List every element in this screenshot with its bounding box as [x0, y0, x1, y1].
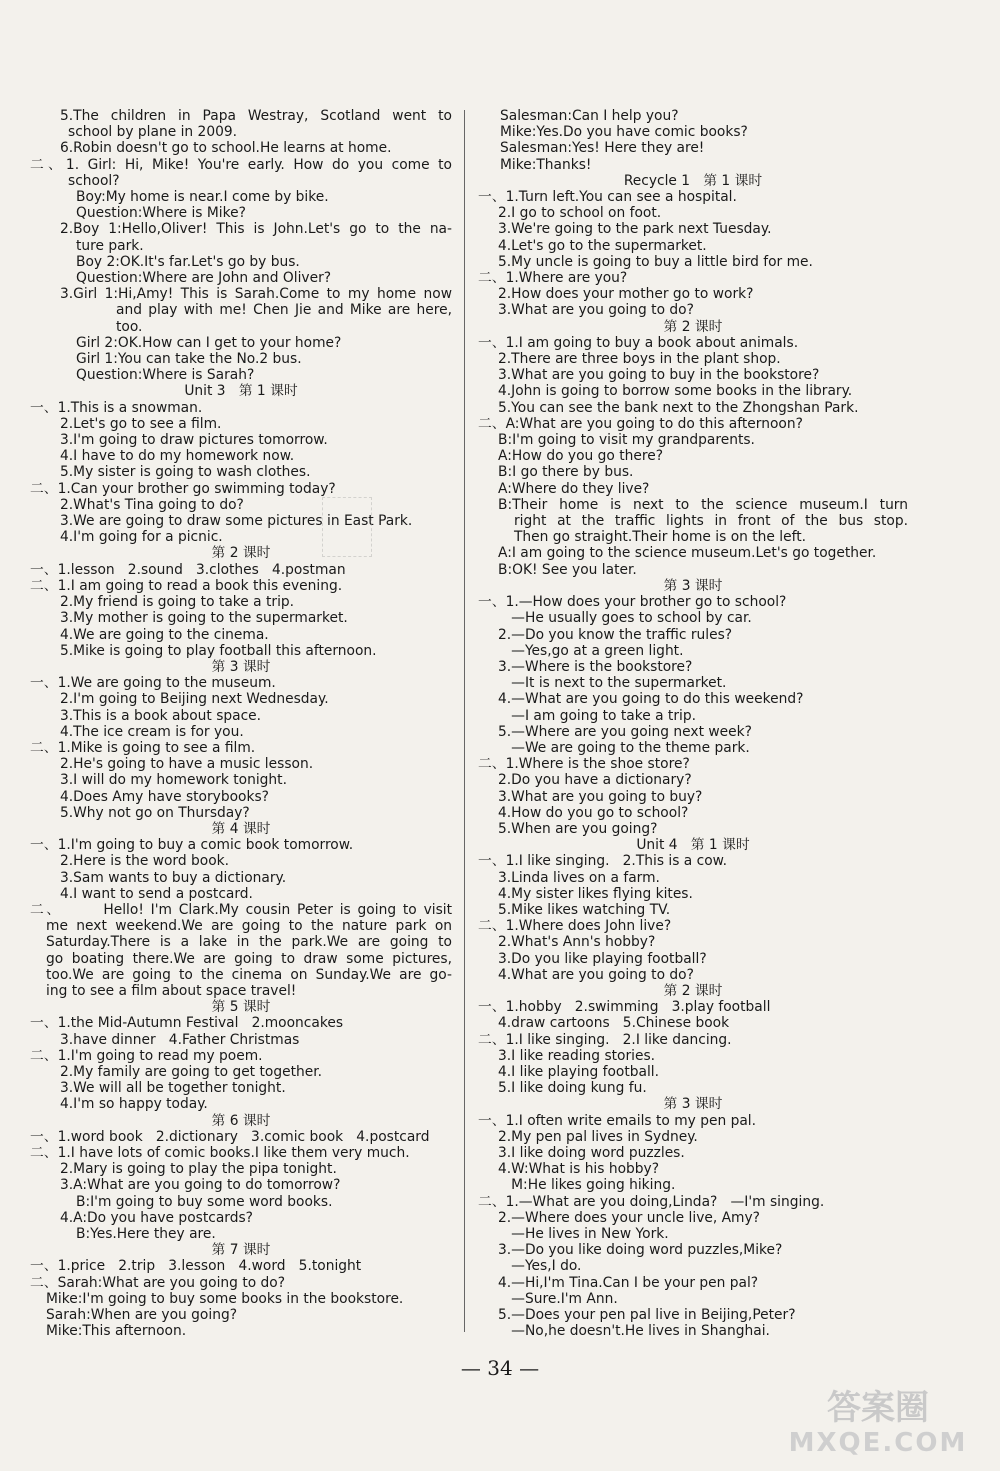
answer-line: 3.have dinner 4.Father Christmas — [60, 1031, 300, 1048]
answer-line: right at the traffic lights in front of the bus stop. — [514, 513, 908, 530]
answer-line: 5.When are you going? — [498, 820, 658, 837]
answer-line: B:Yes.Here they are. — [76, 1226, 216, 1243]
answer-line: —Yes,I do. — [498, 1258, 582, 1275]
answer-line: 一、1.price 2.trip 3.lesson 4.word 5.tonight — [30, 1258, 362, 1275]
answer-line: 2.Boy 1:Hello,Oliver! This is John.Let's go to the na- — [60, 221, 452, 238]
answer-line: too. — [116, 318, 143, 335]
answer-line: B:I'm going to buy some word books. — [76, 1193, 333, 1210]
answer-line: —Yes,go at a green light. — [498, 642, 684, 659]
answer-line: 5.You can see the bank next to the Zhongshan Park. — [498, 399, 859, 416]
answer-line: 一、1.This is a snowman. — [30, 399, 203, 416]
answer-line: 二、1.Mike is going to see a film. — [30, 739, 256, 756]
section-heading: 第 4 课时 — [211, 820, 271, 837]
answer-line: 二、1.Can your brother go swimming today? — [30, 480, 336, 497]
answer-line: 二、A:What are you going to do this afternoon? — [478, 415, 803, 432]
answer-line: 3.—Where is the bookstore? — [498, 658, 693, 675]
answer-line: 一、1.the Mid-Autumn Festival 2.mooncakes — [30, 1015, 344, 1032]
left-column — [30, 108, 452, 1339]
answer-line: 5.—Does your pen pal live in Beijing,Peter? — [498, 1307, 796, 1324]
answer-line: Question:Where is Sarah? — [76, 367, 255, 384]
answer-line: 3.What are you going to buy? — [498, 788, 703, 805]
answer-line: 2.I go to school on foot. — [498, 205, 662, 222]
answer-line: 2.—Do you know the traffic rules? — [498, 626, 733, 643]
section-heading: 第 2 课时 — [211, 545, 271, 562]
answer-line: 二、1.I am going to read a book this evening. — [30, 577, 343, 594]
watermark-url: MXQE.COM — [788, 1428, 968, 1457]
answer-line: M:He likes going hiking. — [498, 1177, 676, 1194]
answer-line: A:How do you go there? — [498, 448, 664, 465]
answer-line: B:I go there by bus. — [498, 464, 634, 481]
answer-line: Mike:Yes.Do you have comic books? — [500, 124, 748, 141]
answer-line: 3.A:What are you going to do tomorrow? — [60, 1177, 341, 1194]
answer-line: 3.I'm going to draw pictures tomorrow. — [60, 432, 328, 449]
answer-line: 4.—What are you going to do this weekend? — [498, 691, 804, 708]
answer-line: 一、1.lesson 2.sound 3.clothes 4.postman — [30, 561, 346, 578]
answer-line: B:I'm going to visit my grandparents. — [498, 432, 755, 449]
answer-line: 4.John is going to borrow some books in the library. — [498, 383, 853, 400]
answer-line: —It is next to the supermarket. — [498, 675, 727, 692]
watermark-logo — [778, 1379, 978, 1457]
answer-line: Girl 1:You can take the No.2 bus. — [76, 351, 302, 368]
answer-line: 4.Does Amy have storybooks? — [60, 788, 269, 805]
answer-line: 3.I will do my homework tonight. — [60, 772, 287, 789]
section-heading: 第 2 课时 — [663, 318, 723, 335]
answer-line: 2.My friend is going to take a trip. — [60, 594, 295, 611]
right-column — [478, 108, 908, 1339]
section-heading: Unit 3 第 1 课时 — [184, 383, 298, 400]
answer-line: 4.I'm so happy today. — [60, 1096, 208, 1113]
answer-line: ing to see a film about space travel! — [46, 982, 297, 999]
answer-line: 3.We're going to the park next Tuesday. — [498, 221, 772, 238]
answer-line: Girl 2:OK.How can I get to your home? — [76, 334, 342, 351]
answer-line: Question:Where are John and Oliver? — [76, 270, 332, 287]
answer-line: 二、1. Girl: Hi, Mike! You're early. How do you come to — [30, 156, 452, 173]
answer-line: Mike:This afternoon. — [46, 1323, 187, 1340]
answer-line: 一、1.I'm going to buy a comic book tomorrow. — [30, 837, 354, 854]
section-heading: 第 5 课时 — [211, 999, 271, 1016]
answer-line: 4.I have to do my homework now. — [60, 448, 295, 465]
answer-line: —We are going to the theme park. — [498, 739, 750, 756]
answer-line: too.We are going to the cinema on Sunday.We are go- — [46, 966, 452, 983]
page-number: — 34 — — [460, 1356, 540, 1380]
answer-line: Mike:I'm going to buy some books in the bookstore. — [46, 1290, 404, 1307]
answer-line: Salesman:Yes! Here they are! — [500, 140, 705, 157]
answer-line: 一、1.I like singing. 2.This is a cow. — [478, 853, 728, 870]
faint-stamp — [322, 497, 372, 557]
answer-line: 3.Do you like playing football? — [498, 950, 707, 967]
answer-line: 2.How does your mother go to work? — [498, 286, 754, 303]
answer-line: 6.Robin doesn't go to school.He learns at home. — [60, 140, 392, 157]
answer-line: 5.The children in Papa Westray, Scotland went to — [60, 108, 452, 124]
answer-line: 一、1.I often write emails to my pen pal. — [478, 1112, 757, 1129]
answer-line: 4.Let's go to the supermarket. — [498, 237, 707, 254]
answer-line: me next weekend.We are going to the nature park on — [46, 918, 452, 935]
answer-line: Mike:Thanks! — [500, 156, 592, 173]
answer-line: ture park. — [76, 237, 144, 254]
answer-line: 3.What are you going to do? — [498, 302, 694, 319]
answer-line: 一、1.—How does your brother go to school? — [478, 594, 787, 611]
answer-line: 2.What's Ann's hobby? — [498, 934, 656, 951]
answer-line: 二、1.I have lots of comic books.I like them very much. — [30, 1145, 410, 1161]
answer-line: A:Where do they live? — [498, 480, 650, 497]
answer-line: —Sure.I'm Ann. — [498, 1290, 618, 1307]
answer-line: 2.My family are going to get together. — [60, 1063, 323, 1080]
answer-line: B:Their home is next to the science museum.I turn — [498, 496, 908, 513]
answer-line: 5.I like doing kung fu. — [498, 1080, 647, 1097]
answer-line: 3.My mother is going to the supermarket. — [60, 610, 348, 627]
answer-line: 4.My sister likes flying kites. — [498, 885, 693, 902]
section-heading: 第 2 课时 — [663, 982, 723, 999]
answer-line: 3.I like reading stories. — [498, 1047, 656, 1064]
answer-line: 4.draw cartoons 5.Chinese book — [498, 1015, 730, 1032]
answer-line: 4.What are you going to do? — [498, 966, 694, 983]
answer-line: 3.We are going to draw some pictures in East Park. — [60, 513, 413, 530]
answer-line: Question:Where is Mike? — [76, 205, 246, 222]
answer-line: 5.My uncle is going to buy a little bird for me. — [498, 253, 813, 270]
answer-line: school by plane in 2009. — [68, 124, 238, 141]
answer-line: 3.Linda lives on a farm. — [498, 869, 660, 886]
answer-line: 3.Sam wants to buy a dictionary. — [60, 869, 287, 886]
answer-line: 4.The ice cream is for you. — [60, 723, 244, 740]
answer-line: 4.We are going to the cinema. — [60, 626, 269, 643]
answer-line: school? — [68, 172, 120, 189]
answer-line: —He lives in New York. — [498, 1226, 669, 1243]
answer-line: 2.My pen pal lives in Sydney. — [498, 1128, 698, 1145]
answer-line: 4.How do you go to school? — [498, 804, 689, 821]
answer-line: 5.Mike likes watching TV. — [498, 901, 671, 918]
answer-line: 5.Why not go on Thursday? — [60, 804, 250, 821]
answer-line: 一、1.word book 2.dictionary 3.comic book 4.postcard — [30, 1128, 430, 1145]
section-heading: 第 7 课时 — [211, 1242, 271, 1259]
watermark-cn: 答案圈 — [827, 1388, 929, 1428]
answer-line: 一、1.hobby 2.swimming 3.play football — [478, 999, 771, 1016]
answer-line: 3.Girl 1:Hi,Amy! This is Sarah.Come to my home now — [60, 286, 452, 303]
answer-line: 一、1.I am going to buy a book about animals. — [478, 334, 799, 351]
answer-line: Saturday.There is a lake in the park.We are going to — [46, 934, 452, 951]
answer-line: 4.I want to send a postcard. — [60, 885, 253, 902]
answer-line: Sarah:When are you going? — [46, 1307, 238, 1324]
answer-line: 3.What are you going to buy in the bookstore? — [498, 367, 820, 384]
section-heading: 第 3 课时 — [211, 658, 271, 675]
answer-line: 二、Sarah:What are you going to do? — [30, 1274, 286, 1291]
answer-line: 2.Do you have a dictionary? — [498, 772, 692, 789]
answer-line: 2.What's Tina going to do? — [60, 496, 244, 513]
answer-line: —He usually goes to school by car. — [498, 610, 752, 627]
answer-line: 一、1.We are going to the museum. — [30, 675, 276, 692]
answer-line: 4.I like playing football. — [498, 1063, 660, 1080]
section-heading: Recycle 1 第 1 课时 — [623, 172, 763, 189]
answer-line: 4.W:What is his hobby? — [498, 1161, 660, 1178]
answer-line: 3.—Do you like doing word puzzles,Mike? — [498, 1242, 783, 1259]
answer-line: 5.Mike is going to play football this afternoon. — [60, 642, 377, 659]
answer-line: 3.This is a book about space. — [60, 707, 262, 724]
section-heading: 第 6 课时 — [211, 1112, 271, 1129]
answer-line: 二、1.I'm going to read my poem. — [30, 1047, 263, 1064]
answer-line: 二、1.Where is the shoe store? — [478, 756, 690, 773]
answer-line: 二、1.Where does John live? — [478, 918, 672, 935]
answer-line: B:OK! See you later. — [498, 561, 637, 578]
answer-line: 5.—Where are you going next week? — [498, 723, 752, 740]
answer-line: 2.Let's go to see a film. — [60, 415, 222, 432]
answer-line: 一、1.Turn left.You can see a hospital. — [478, 189, 737, 206]
answer-line: and play with me! Chen Jie and Mike are here, — [116, 302, 452, 319]
answer-line: 3.I like doing word puzzles. — [498, 1145, 685, 1161]
answer-line: —No,he doesn't.He lives in Shanghai. — [498, 1323, 770, 1340]
answer-line: Salesman:Can I help you? — [500, 108, 679, 124]
answer-line: 3.We will all be together tonight. — [60, 1080, 286, 1097]
section-heading: 第 3 课时 — [663, 577, 723, 594]
answer-line: go boating there.We are going to draw some pictures, — [46, 950, 452, 967]
answer-line: Then go straight.Their home is on the left. — [514, 529, 807, 546]
answer-line: —I am going to take a trip. — [498, 707, 696, 724]
answer-line: 2.Mary is going to play the pipa tonight. — [60, 1161, 337, 1178]
answer-line: 2.—Where does your uncle live, Amy? — [498, 1209, 760, 1226]
answer-line: 二、1.I like singing. 2.I like dancing. — [478, 1031, 732, 1048]
answer-line: 2.He's going to have a music lesson. — [60, 756, 314, 773]
answer-line: Boy:My home is near.I come by bike. — [76, 189, 329, 206]
answer-line: 4.A:Do you have postcards? — [60, 1209, 253, 1226]
answer-line: 二、 Hello! I'm Clark.My cousin Peter is going to visit — [30, 901, 452, 918]
answer-line: 2.There are three boys in the plant shop. — [498, 351, 781, 368]
column-divider — [464, 110, 465, 1332]
answer-line: Boy 2:OK.It's far.Let's go by bus. — [76, 253, 300, 270]
answer-line: 二、1.Where are you? — [478, 270, 628, 287]
answer-line: 4.I'm going for a picnic. — [60, 529, 223, 546]
answer-line: 5.My sister is going to wash clothes. — [60, 464, 311, 481]
section-heading: 第 3 课时 — [663, 1096, 723, 1113]
section-heading: Unit 4 第 1 课时 — [636, 837, 750, 854]
answer-line: 2.Here is the word book. — [60, 853, 230, 870]
answer-line: 二、1.—What are you doing,Linda? —I'm singing. — [478, 1193, 825, 1210]
answer-line: 4.—Hi,I'm Tina.Can I be your pen pal? — [498, 1274, 759, 1291]
answer-line: 2.I'm going to Beijing next Wednesday. — [60, 691, 329, 708]
answer-line: A:I am going to the science museum.Let's go together. — [498, 545, 877, 562]
